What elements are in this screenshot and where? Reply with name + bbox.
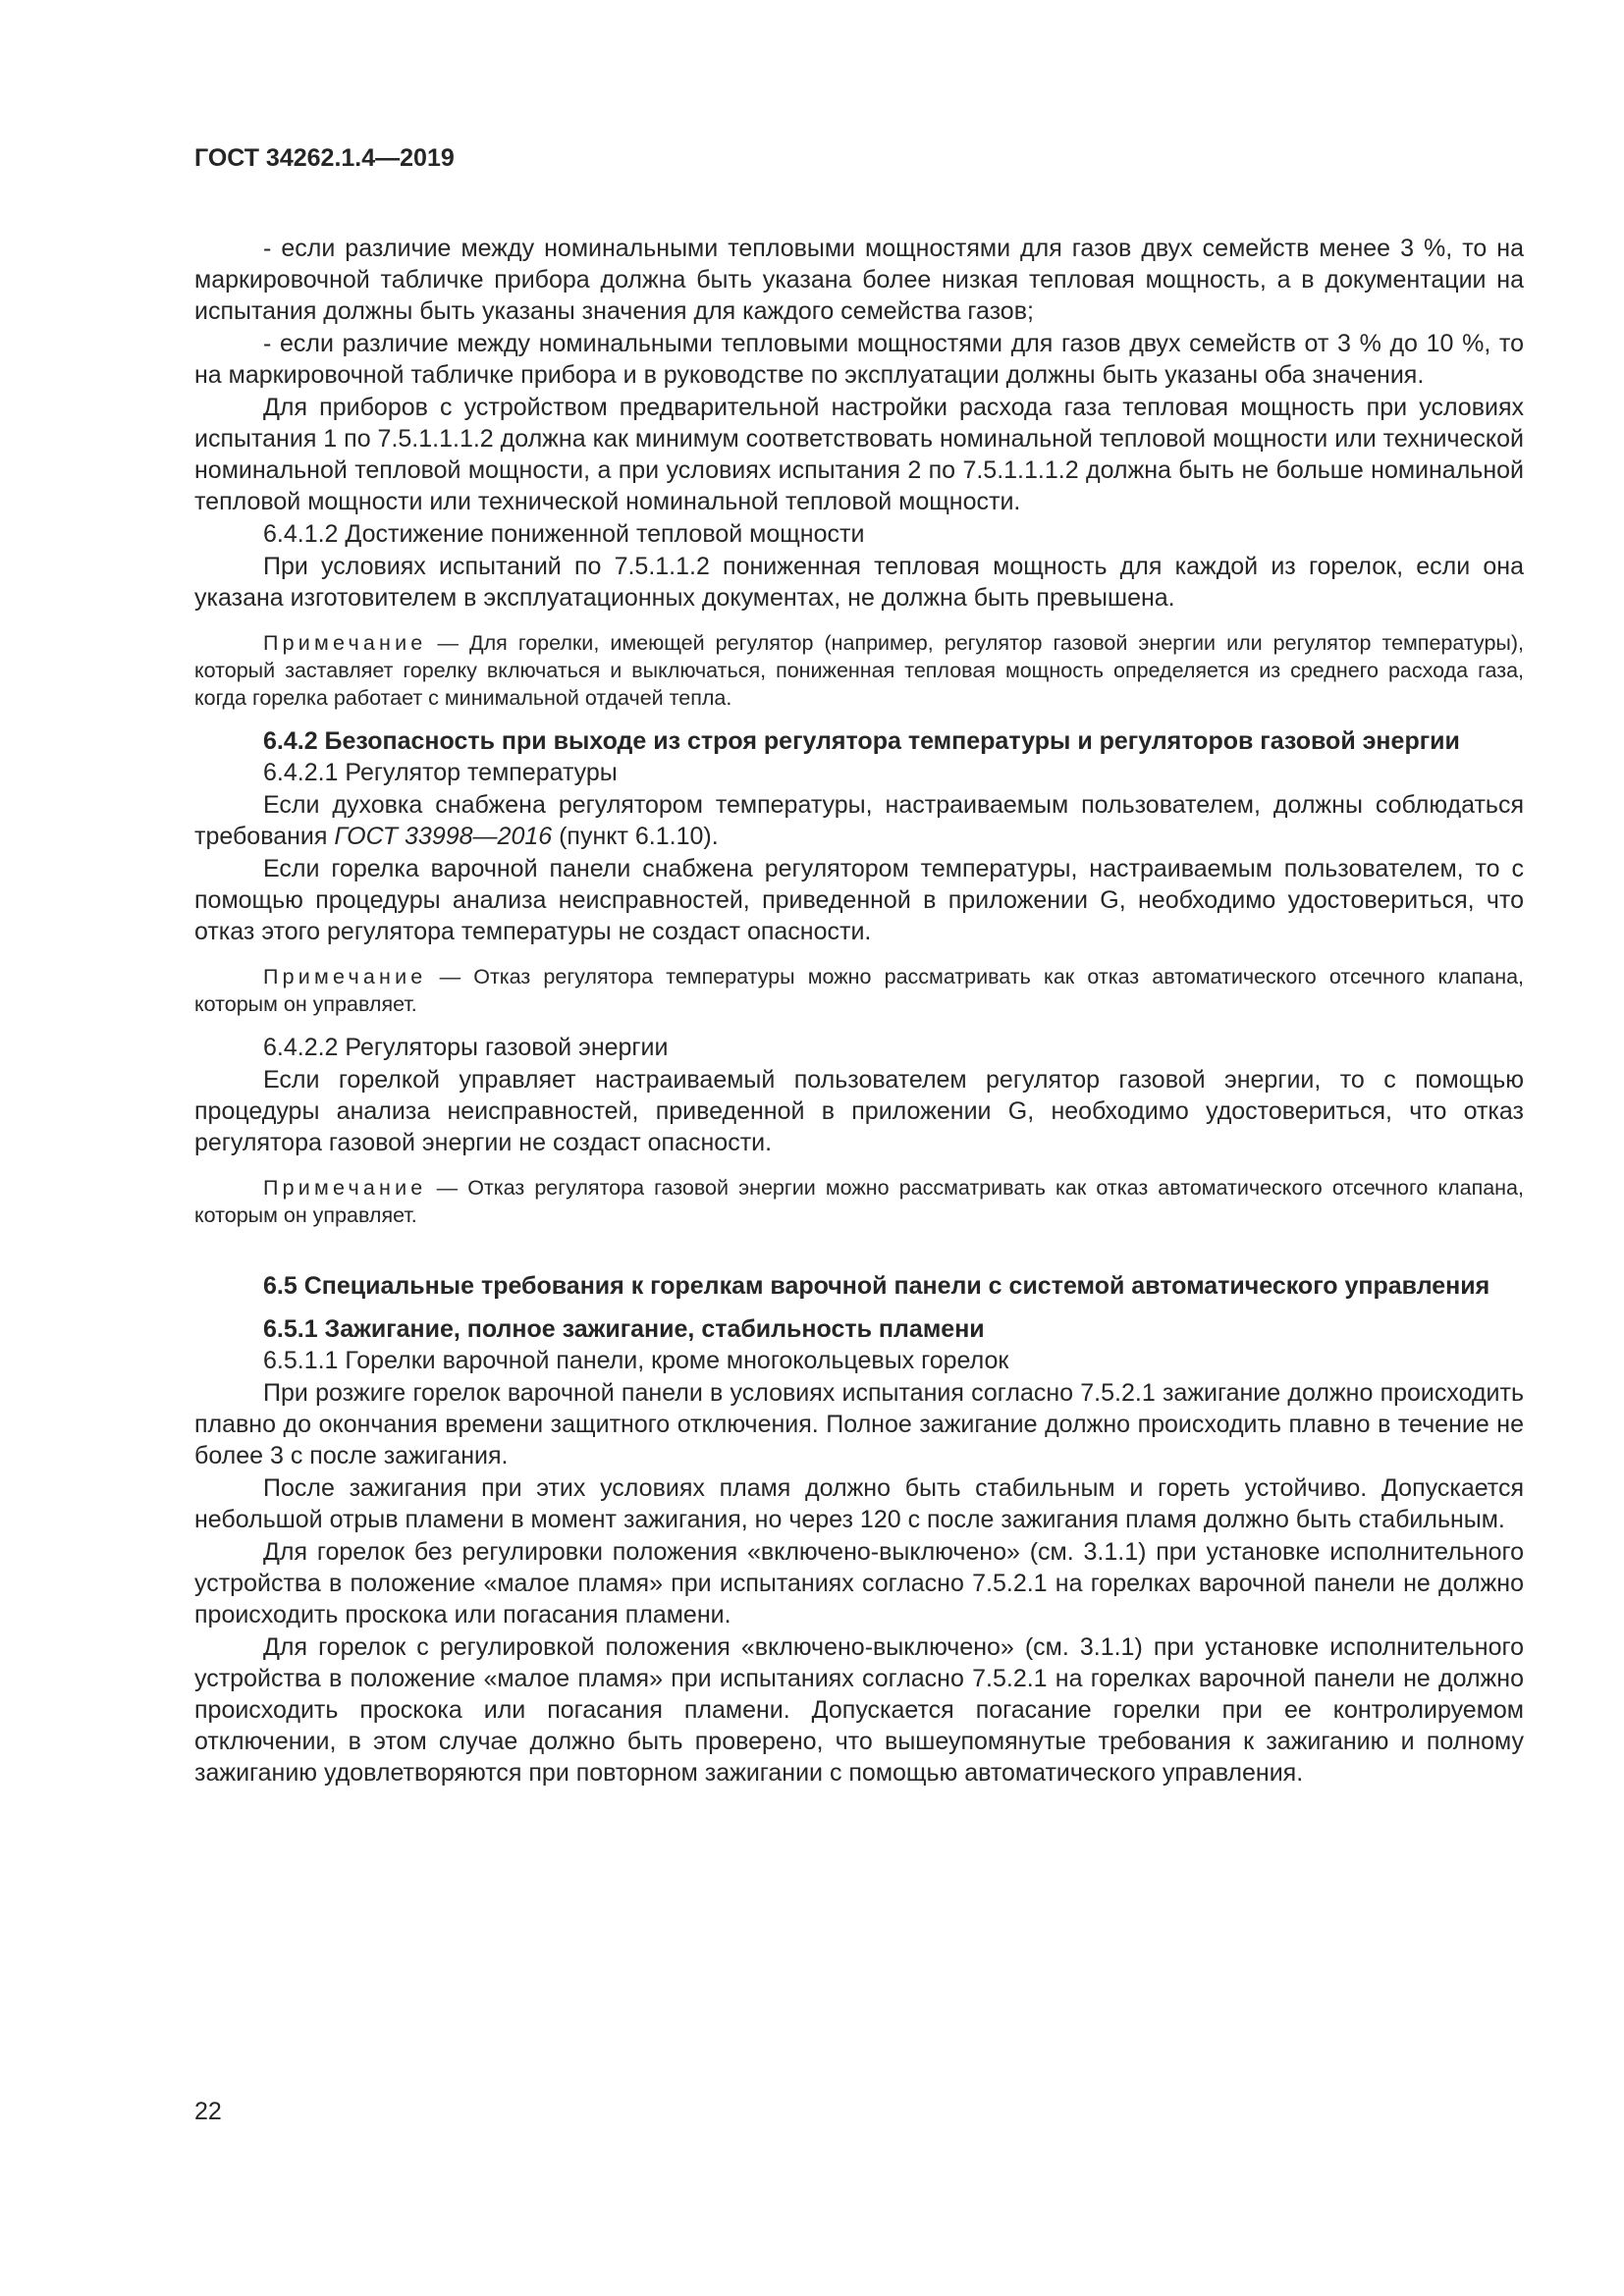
paragraph-oven-thermostat	[194, 789, 1524, 852]
subsection-heading-6-4-1-2: 6.4.1.2 Достижение пониженной тепловой мощности	[263, 520, 865, 548]
paragraph-burners-with-on-off: Для горелок с регулировкой положения «включено-выключено» (см. 3.1.1) при установке исполнительного устройства в положение «малое пламя» при испытаниях согласно 7.5.2.1 на горелках варочной панели не должно происходить проскока или погасания пламени. Допускается погасание горелки при ее контролируемом отключении, в этом случае должно быть проверено, что вышеупомянутые требования к зажиганию и полному зажиганию удовлетворяются при повторном зажигании с помощью автоматического управления.	[194, 1633, 1524, 1787]
subsection-heading-6-4-2-2: 6.4.2.2 Регуляторы газовой энергии	[263, 1034, 669, 1061]
document-header-standard-number: ГОСТ 34262.1.4—2019	[194, 144, 455, 172]
section-heading-6-4-2: 6.4.2 Безопасность при выходе из строя регулятора температуры и регуляторов газовой энергии	[263, 727, 1460, 755]
section-heading-6-5: 6.5 Специальные требования к горелкам варочной панели с системой автоматического управления	[263, 1272, 1490, 1300]
note-label: Примечание	[263, 1176, 427, 1200]
paragraph-family-difference-less-3: - если различие между номинальными тепловыми мощностями для газов двух семейств менее 3 %, то на маркировочной табличке прибора должна быть указана более низкая тепловая мощность, а в документации на испытания должны быть указаны значения для каждого семейства газов;	[194, 235, 1524, 325]
note-3	[194, 1174, 1524, 1229]
note-1-text: — Для горелки, имеющей регулятор (например, регулятор газовой энергии или регулятор температуры), который заставляет горелку включаться и выключаться, пониженная тепловая мощность определяется из среднего расхода газа, когда горелка работает с минимальной отдачей тепла.	[194, 631, 1524, 710]
section-heading-6-5-1: 6.5.1 Зажигание, полное зажигание, стабильность пламени	[263, 1315, 985, 1343]
note-3-text: — Отказ регулятора газовой энергии можно рассматривать как отказ автоматического отсечного клапана, которым он управляет.	[194, 1176, 1524, 1227]
paragraph-hob-thermostat: Если горелка варочной панели снабжена регулятором температуры, настраиваемым пользователем, то с помощью процедуры анализа неисправностей, приведенной в приложении G, необходимо удостовериться, что отказ этого регулятора температуры не создаст опасности.	[194, 855, 1524, 945]
standard-reference-gost-33998: ГОСТ 33998—2016	[334, 823, 553, 850]
paragraph-preset-gas-rate: Для приборов с устройством предварительной настройки расхода газа тепловая мощность при условиях испытания 1 по 7.5.1.1.1.2 должна как минимум соответствовать номинальной тепловой мощности или технической номинальной тепловой мощности, а при условиях испытания 2 по 7.5.1.1.1.2 должна быть не больше номинальной тепловой мощности или технической номинальной тепловой мощности.	[194, 394, 1524, 515]
note-2-text: — Отказ регулятора температуры можно рассматривать как отказ автоматического отсечного клапана, которым он управляет.	[194, 965, 1524, 1016]
note-2	[194, 963, 1524, 1018]
subsection-heading-6-5-1-1: 6.5.1.1 Горелки варочной панели, кроме многокольцевых горелок	[263, 1347, 1009, 1374]
paragraph-oven-thermostat-text-b: (пункт 6.1.10).	[552, 823, 719, 850]
paragraph-gas-energy-regulator: Если горелкой управляет настраиваемый пользователем регулятор газовой энергии, то с помощью процедуры анализа неисправностей, приведенной в приложении G, необходимо удостовериться, что отказ регулятора газовой энергии не создаст опасности.	[194, 1066, 1524, 1156]
paragraph-ignition-cross-lighting: При розжиге горелок варочной панели в условиях испытания согласно 7.5.2.1 зажигание должно происходить плавно до окончания времени защитного отключения. Полное зажигание должно происходить плавно в течение не более 3 с после зажигания.	[194, 1379, 1524, 1469]
note-label: Примечание	[263, 965, 427, 988]
subsection-heading-6-4-2-1: 6.4.2.1 Регулятор температуры	[263, 759, 618, 786]
note-label: Примечание	[263, 631, 427, 655]
paragraph-family-difference-3-10: - если различие между номинальными тепловыми мощностями для газов двух семейств от 3 % до 10 %, то на маркировочной табличке прибора и в руководстве по эксплуатации должны быть указаны оба значения.	[194, 330, 1524, 389]
paragraph-burners-without-on-off: Для горелок без регулировки положения «включено-выключено» (см. 3.1.1) при установке исполнительного устройства в положение «малое пламя» при испытаниях согласно 7.5.2.1 на горелках варочной панели не должно происходить проскока или погасания пламени.	[194, 1538, 1524, 1629]
paragraph-oven-thermostat-text-a: Если духовка снабжена регулятором температуры, настраиваемым пользователем, должны соблюдаться требования	[194, 791, 1524, 850]
document-page	[194, 142, 1524, 1789]
paragraph-reduced-heat-input: При условиях испытаний по 7.5.1.1.2 пониженная тепловая мощность для каждой из горелок, если она указана изготовителем в эксплуатационных документах, не должна быть превышена.	[194, 553, 1524, 612]
page-number: 22	[194, 2098, 222, 2125]
note-1	[194, 629, 1524, 712]
paragraph-flame-stability: После зажигания при этих условиях пламя должно быть стабильным и гореть устойчиво. Допускается небольшой отрыв пламени в момент зажигания, но через 120 с после зажигания пламя должно быть стабильным.	[194, 1474, 1524, 1533]
